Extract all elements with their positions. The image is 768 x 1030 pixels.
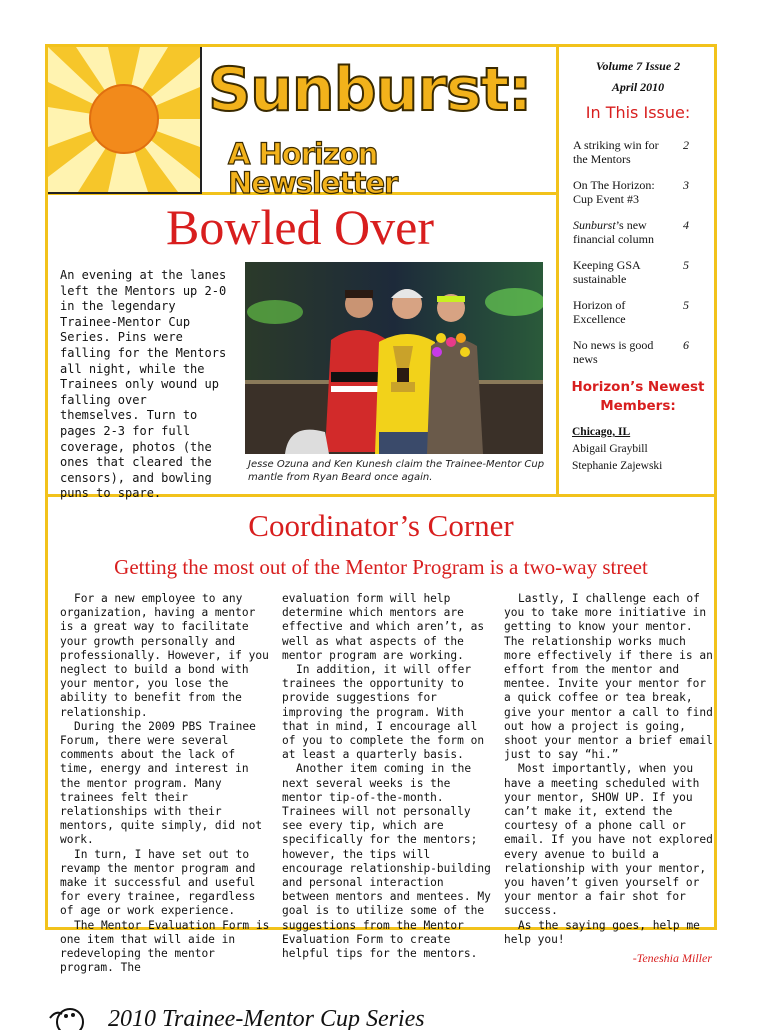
toc-item[interactable] [573,138,713,178]
toc-title [573,218,668,246]
members-list [572,424,717,475]
author-signature: -Teneshia Miller [632,951,712,966]
table-of-contents [573,138,713,378]
masthead-subtitle: A Horizon Newsletter [228,137,398,200]
article-column-3 [504,592,716,965]
toc-title: A striking win for the Mentors [573,138,659,166]
toc-title-rest: ’s new financial column [573,218,654,246]
headline: Bowled Over [166,199,434,255]
paragraph: As the saying goes, help me help you! [504,918,700,946]
article-column-1 [60,592,272,975]
newest-members-heading: Horizon’s Newest Members: [571,379,705,414]
paragraph: For a new employee to any organization, having a mentor is a great way to facilitate your growth personally and professionally. However, if you neglect to build a bond with your mentor, you lose the ability to benefit from the relationship. [60,592,269,719]
toc-title: No news is good news [573,338,654,366]
toc-page: 3 [683,178,689,192]
coordinators-corner-heading: Coordinator’s Corner [248,508,514,543]
photo-caption: Jesse Ozuna and Ken Kunesh claim the Trainee-Mentor Cup mantle from Ryan Beard once again. [248,459,545,483]
sun-icon [48,47,200,192]
toc-title: Horizon of Excellence [573,298,626,326]
sun-logo [48,47,202,194]
toc-page: 5 [683,298,689,312]
issue-date: April 2010 [611,80,665,94]
member-name: Stephanie Zajewski [572,460,663,472]
toc-page: 2 [683,138,689,152]
toc-title: On The Horizon: Cup Event #3 [573,178,655,206]
member-name: Abigail Graybill [572,443,648,455]
toc-item[interactable] [573,258,713,298]
sidebar-divider [556,44,559,494]
footer-title: 2010 Trainee-Mentor Cup Series [108,1006,425,1030]
masthead-title: Sunburst: [208,55,532,125]
paragraph: During the 2009 PBS Trainee Forum, there were several comments about the lack of time, energy and interest in the mentor program. Many trainees felt their relationships with their mentors, quite simply, did not work. [60,719,263,847]
toc-page: 5 [683,258,689,272]
photo-illustration [245,262,543,454]
toc-item[interactable] [573,178,713,218]
paragraph: evaluation form will help determine which mentors are effective and which aren’t, as well as what aspects of the mentor program are working. [282,592,485,662]
toc-item[interactable] [573,218,713,258]
volume-label: Volume 7 Issue 2 [595,59,681,73]
issue-info [563,56,713,98]
coordinators-corner-subheading: Getting the most out of the Mentor Program is a two-way street [114,555,648,579]
toc-page: 4 [683,218,689,232]
member-city: Chicago, IL [572,426,631,438]
bowling-ball-icon [48,1000,88,1030]
toc-title: Keeping GSA sustainable [573,258,640,286]
paragraph: The Mentor Evaluation Form is one item that will aide in redeveloping the mentor program. The [60,918,270,975]
lead-paragraph: An evening at the lanes left the Mentors up 2-0 in the legendary Trainee-Mentor Cup Series. Pins were falling for the Mentors all night, while the Trainees only wound up falling over themselves. Turn to pages 2-3 for full coverage, photos (the ones that cleared the censors), and bowling puns to spare. [60,268,227,501]
toc-page: 6 [683,338,689,352]
toc-title-emphasis: Sunburst [573,218,616,232]
in-this-issue-heading: In This Issue: [585,103,691,122]
toc-item[interactable] [573,298,713,338]
bowling-photo [245,262,543,454]
paragraph: In turn, I have set out to revamp the mentor program and make it successful and useful for every trainee, regardless of age or work experience. [60,847,256,918]
paragraph: In addition, it will offer trainees the opportunity to provide suggestions for improving the program. With that in mind, I encourage all of you to complete the form on at least a quarterly basis. [282,663,485,762]
toc-item[interactable] [573,338,713,378]
article-column-2 [282,592,494,961]
paragraph: Most importantly, when you have a meeting scheduled with your mentor, SHOW UP. If you can’t make it, extend the courtesy of a phone call or email. If you have not explored every avenue to build a relationship with your mentor, you haven’t given yourself or your mentor a fair shot for success. [504,762,713,918]
paragraph: Another item coming in the next several weeks is the mentor tip-of-the-month. Trainees will not personally see every tip, which are specifically for the mentors; however, the tips will encourage relationship-building and personal interaction between mentors and mentees. My goal is to utilize some of the suggestions from the Mentor Evaluation Form to create helpful tips for the mentors. [282,762,491,961]
footer-banner [48,1000,748,1030]
paragraph: Lastly, I challenge each of you to take more initiative in getting to know your mentor. The relationship works much more effectively if there is an effort from the mentor and mentee. Invite your mentor for a quick coffee or tea break, give your mentor a call to find out how a project is going, shoot your mentor a brief email just to say “hi.” [504,592,713,762]
